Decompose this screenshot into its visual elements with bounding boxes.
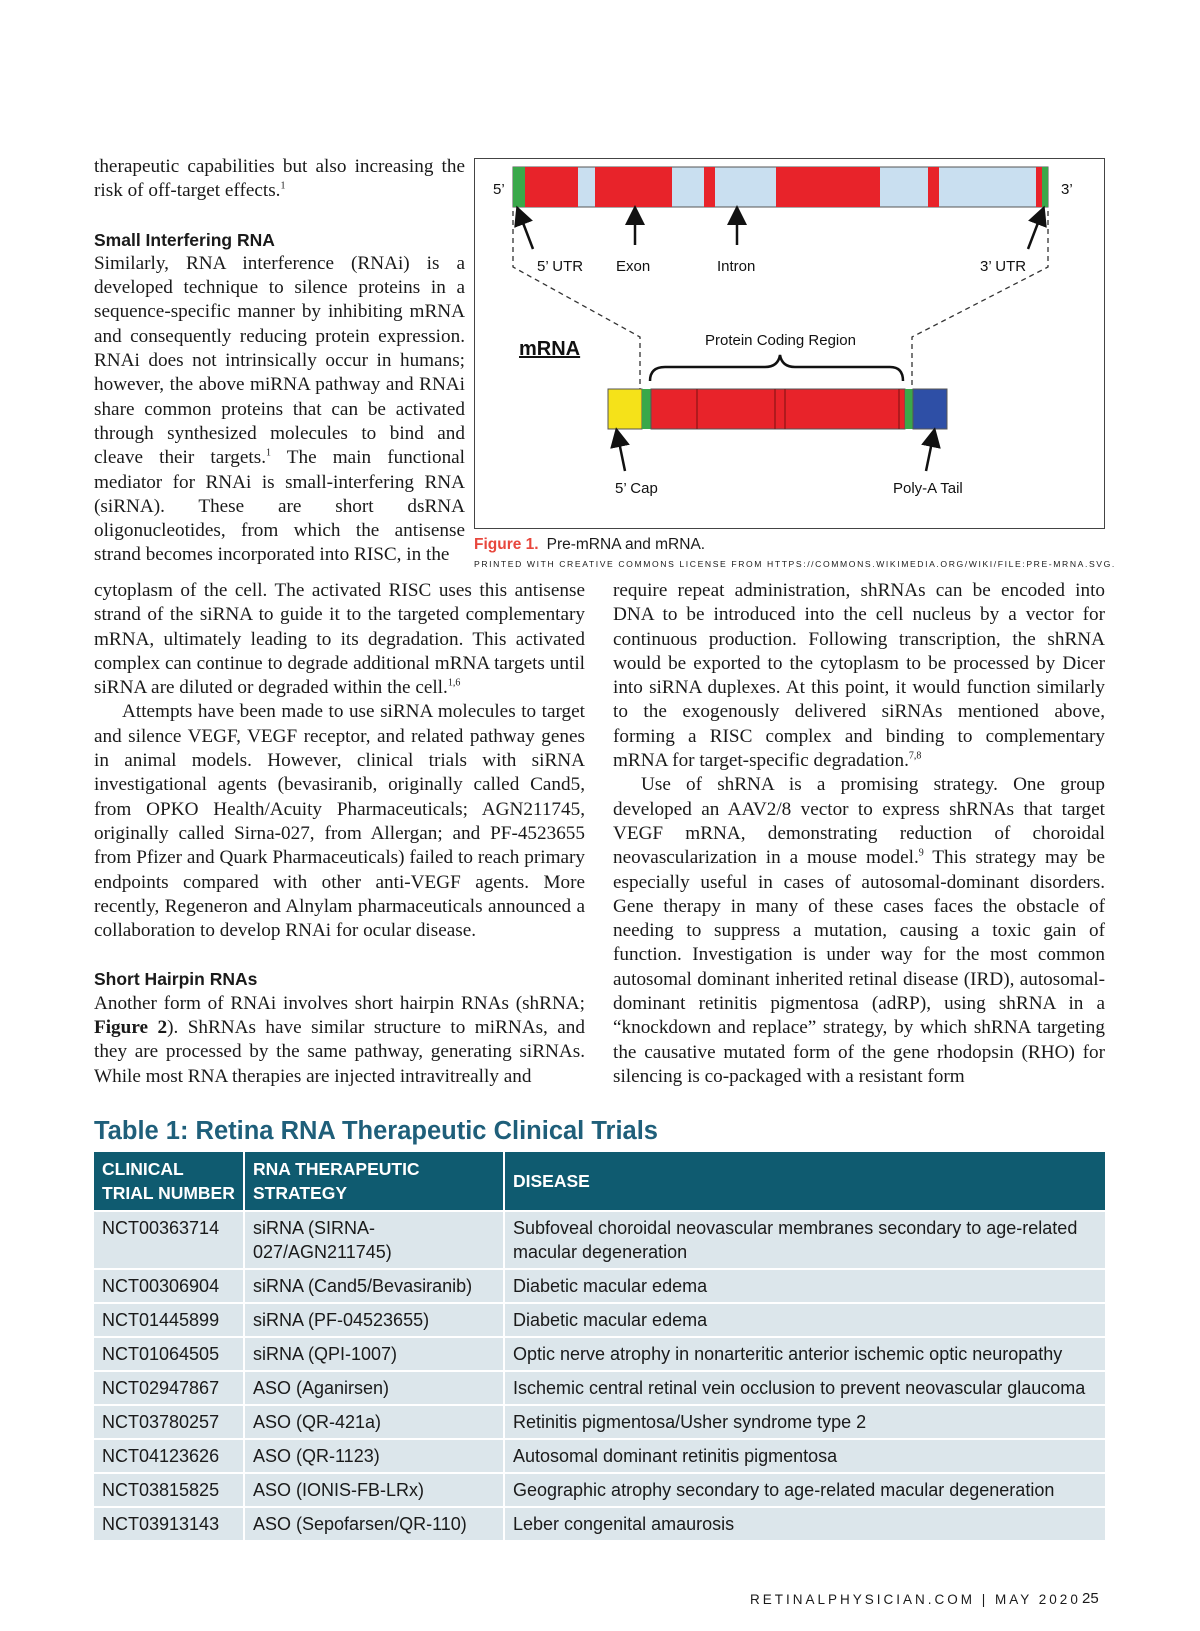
reference-superscript: 1	[280, 180, 286, 192]
utr-segment-5prime	[513, 167, 525, 207]
trial-number-cell: NCT03780257	[94, 1405, 244, 1439]
label-3utr: 3’ UTR	[980, 258, 1027, 275]
strategy-cell: siRNA (Cand5/Bevasiranib)	[244, 1269, 504, 1303]
coding-segment	[651, 389, 905, 429]
table-title: Table 1: Retina RNA Therapeutic Clinical Trials	[94, 1117, 658, 1145]
left-column-top	[94, 155, 465, 568]
left-column-bottom	[94, 579, 585, 1089]
paragraph: cytoplasm of the cell. The activated RISC uses this antisense strand of the siRNA to guide it to the targeted complementary mRNA, ultimately leading to its degradation. This activated complex can continue to degrade additional mRNA targets until siRNA are diluted or degraded within the cell.$^{1,6}$	[94, 580, 585, 699]
exon-segment	[776, 167, 880, 207]
right-column	[613, 579, 1105, 1089]
figure-pre-mrna-diagram	[474, 158, 1105, 529]
figure-credit: PRINTED WITH CREATIVE COMMONS LICENSE FROM HTTPS://COMMONS.WIKIMEDIA.ORG/WIKI/FILE:PRE-MRNA.SVG.	[474, 559, 1116, 569]
trial-number-cell: NCT03815825	[94, 1473, 244, 1507]
disease-cell: Diabetic macular edema	[504, 1303, 1105, 1337]
trial-number-cell: NCT01064505	[94, 1337, 244, 1371]
disease-cell: Ischemic central retinal vein occlusion to prevent neovascular glaucoma	[504, 1371, 1105, 1405]
exon-segment	[595, 167, 672, 207]
table-header-row	[94, 1152, 1105, 1211]
reference-superscript: 9	[918, 847, 924, 859]
pre-mrna-diagram-svg	[475, 159, 1103, 527]
reference-superscript: 1	[266, 447, 271, 459]
strategy-cell: siRNA (QPI-1007)	[244, 1337, 504, 1371]
disease-cell: Geographic atrophy secondary to age-related macular degeneration	[504, 1473, 1105, 1507]
disease-cell: Autosomal dominant retinitis pigmentosa	[504, 1439, 1105, 1473]
table-row	[94, 1303, 1105, 1337]
utr-segment-5prime	[642, 389, 651, 429]
trial-number-cell: NCT00363714	[94, 1211, 244, 1269]
arrow-3utr	[1028, 215, 1041, 249]
table-row	[94, 1473, 1105, 1507]
disease-cell: Subfoveal choroidal neovascular membranes secondary to age-related macular degeneration	[504, 1211, 1105, 1269]
section-heading-shrna: Short Hairpin RNAs	[94, 969, 258, 990]
arrow-5utr	[520, 215, 533, 249]
disease-cell: Retinitis pigmentosa/Usher syndrome type 2	[504, 1405, 1105, 1439]
label-5utr: 5’ UTR	[537, 258, 584, 275]
strategy-cell: ASO (QR-1123)	[244, 1439, 504, 1473]
table-header-cell: RNA THERAPEUTIC STRATEGY	[244, 1152, 504, 1211]
coding-region-brace	[650, 355, 903, 381]
trial-number-cell: NCT02947867	[94, 1371, 244, 1405]
trial-number-cell: NCT03913143	[94, 1507, 244, 1540]
label-5cap: 5’ Cap	[615, 480, 658, 497]
polya-segment	[913, 389, 947, 429]
footer-site-date: RETINALPHYSICIAN.COM | MAY 2020	[750, 1592, 1081, 1607]
label-mrna: mRNA	[519, 338, 581, 360]
strategy-cell: ASO (IONIS-FB-LRx)	[244, 1473, 504, 1507]
strategy-cell: ASO (QR-421a)	[244, 1405, 504, 1439]
page-number: 25	[1082, 1590, 1099, 1607]
strategy-cell: ASO (Aganirsen)	[244, 1371, 504, 1405]
cap-segment	[608, 389, 642, 429]
table-row	[94, 1439, 1105, 1473]
paragraph: Another form of RNAi involves short hairpin RNAs (shRNA; Figure 2). ShRNAs have similar structure to miRNAs, and they are processed by the same pathway, generating siRNAs. While most RNA therapies are injected intravitreally and	[94, 992, 585, 1087]
figure-caption	[474, 536, 705, 554]
table-row	[94, 1371, 1105, 1405]
exon-segment	[928, 167, 939, 207]
paragraph: require repeat administration, shRNAs can be encoded into DNA to be introduced into the cell nucleus by a vector for continuous production. Following transcription, the shRNA would be exported to the cytoplasm to be processed by Dicer into siRNA duplexes. At this point, it would function similarly to the exogenously delivered siRNAs mentioned above, forming a RISC complex and binding to complementary mRNA for target-specific degradation.$^{7,8}$	[613, 580, 1105, 772]
strategy-cell: ASO (Sepofarsen/QR-110)	[244, 1507, 504, 1540]
dashed-guide-left	[513, 211, 640, 391]
trial-number-cell: NCT00306904	[94, 1269, 244, 1303]
table-row	[94, 1211, 1105, 1269]
utr-segment-3prime	[905, 389, 913, 429]
strategy-cell: siRNA (SIRNA-027/AGN211745)	[244, 1211, 504, 1269]
table-header-cell: CLINICAL TRIAL NUMBER	[94, 1152, 244, 1211]
figure-caption-text: Pre-mRNA and mRNA.	[546, 536, 706, 553]
disease-cell: Diabetic macular edema	[504, 1269, 1105, 1303]
exon-segment	[525, 167, 578, 207]
dashed-guide-right	[912, 211, 1048, 391]
disease-cell: Optic nerve atrophy in nonarteritic anterior ischemic optic neuropathy	[504, 1337, 1105, 1371]
paragraph: therapeutic capabilities but also increasing the risk of off-target effects.$^1$	[94, 156, 465, 202]
table-row	[94, 1405, 1105, 1439]
section-heading-sirna: Small Interfering RNA	[94, 229, 275, 250]
table-header-cell: DISEASE	[504, 1152, 1105, 1211]
exon-segment	[704, 167, 715, 207]
exon-segment	[1036, 167, 1042, 207]
paragraph: Use of shRNA is a promising strategy. One group developed an AAV2/8 vector to express shRNAs that target VEGF mRNA, demonstrating reduction of choroidal neovascularization in a mouse model.$^9$ This strategy may be especially useful in cases of autosomal-dominant disorders. Gene therapy in many of these cases faces the obstacle of needing to suppress a mutation, causing a toxic gain of function. Investigation is under way for the most common autosomal dominant inherited retinal disease (IRD), autosomal-dominant retinitis pigmentosa (adRP), using shRNA in a “knockdown and replace” strategy, by which shRNA targeting the causative mutated form of the gene rhodopsin (RHO) for silencing is co-packaged with a resistant form	[613, 774, 1106, 1087]
paragraph: Similarly, RNA interference (RNAi) is a developed technique to silence proteins in a sequence-specific manner by inhibiting mRNA and consequently reducing protein expression. RNAi does not intrinsically occur in humans; however, the above miRNA pathway and RNAi share common proteins that can be activated through synthesized molecules to bind and cleave their targets.$^1$ The main functional mediator for RNAi is small-interfering RNA (siRNA). These are short dsRNA oligonucleotides, from which the antisense strand becomes incorporated into RISC, in the	[94, 252, 466, 566]
label-3prime: 3’	[1061, 181, 1073, 198]
disease-cell: Leber congenital amaurosis	[504, 1507, 1105, 1540]
arrow-polya	[926, 437, 933, 471]
arrow-cap	[618, 437, 625, 471]
clinical-trials-table	[94, 1152, 1105, 1540]
strategy-cell: siRNA (PF-04523655)	[244, 1303, 504, 1337]
table-row	[94, 1507, 1105, 1540]
label-intron: Intron	[717, 258, 756, 275]
figure-caption-label: Figure 1.	[474, 536, 539, 553]
label-polya-tail: Poly-A Tail	[893, 480, 963, 497]
trial-number-cell: NCT01445899	[94, 1303, 244, 1337]
table-row	[94, 1269, 1105, 1303]
trial-number-cell: NCT04123626	[94, 1439, 244, 1473]
table-row	[94, 1337, 1105, 1371]
label-5prime: 5’	[493, 181, 505, 198]
figure-reference: Figure 2	[94, 1017, 168, 1039]
utr-segment-3prime	[1042, 167, 1048, 207]
label-protein-coding-region: Protein Coding Region	[705, 332, 856, 349]
paragraph: Attempts have been made to use siRNA molecules to target and silence VEGF, VEGF receptor, and related pathway genes in animal models. However, clinical trials with siRNA investigational agents (bevasiranib, originally called Cand5, from OPKO Health/Acuity Pharmaceuticals; AGN211745, originally called Sirna-027, from Allergan; and PF-4523655 from Pfizer and Quark Pharmaceuticals) failed to reach primary endpoints compared with other anti-VEGF agents. More recently, Regeneron and Alnylam pharmaceuticals announced a collaboration to develop RNAi for ocular disease.	[94, 701, 585, 942]
label-exon: Exon	[616, 258, 651, 275]
reference-superscript: 7,8	[908, 750, 922, 762]
reference-superscript: 1,6	[447, 677, 461, 689]
